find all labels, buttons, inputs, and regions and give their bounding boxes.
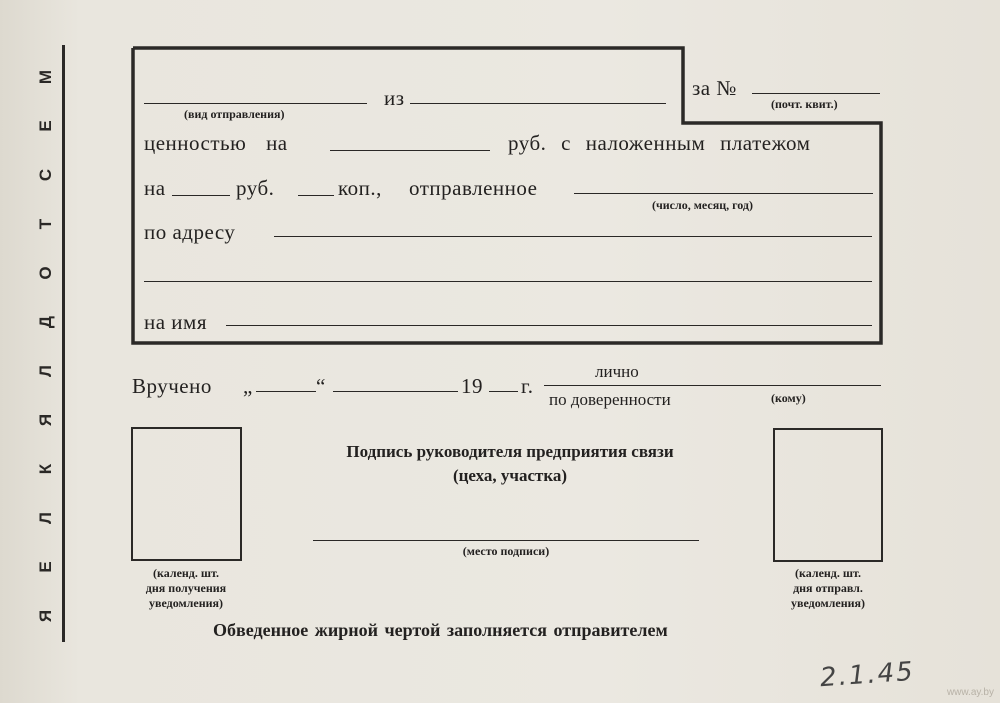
value-label: ценностью на [144, 131, 288, 155]
whom-caption: (кому) [771, 391, 806, 405]
stamp-caption-line: (календ. шт. [153, 566, 219, 580]
stamp-caption-line: уведомления) [148, 596, 224, 610]
receipt-caption: (почт. квит.) [771, 97, 838, 111]
handwritten-note: 2.1.45 [819, 656, 916, 694]
receipt-number-field[interactable] [752, 93, 880, 94]
delivered-label: Вручено [132, 374, 212, 398]
stamp-caption-line: уведомления) [790, 596, 866, 610]
from-field[interactable] [410, 103, 666, 104]
glue-letter: Л [36, 512, 55, 524]
sent-date-field[interactable] [574, 193, 873, 194]
quote-close: “ [316, 374, 326, 398]
year-suffix: г. [521, 374, 534, 398]
amount-label: на [144, 176, 166, 200]
quote-open: „ [243, 374, 253, 398]
delivered-to-field[interactable] [544, 385, 881, 386]
glue-letter: М [36, 69, 55, 85]
glue-letter: К [36, 463, 55, 475]
receipt-number-label: за № [692, 76, 737, 100]
glue-letter: Т [36, 218, 55, 230]
recipient-label: на имя [144, 310, 207, 334]
stamp-caption-line: дня отправл. [793, 581, 863, 595]
address-field-2[interactable] [144, 281, 872, 282]
kop-field[interactable] [298, 195, 334, 196]
rub-field[interactable] [172, 195, 230, 196]
glue-letter: Л [36, 365, 55, 377]
receipt-stamp-caption [116, 566, 256, 611]
from-label: из [384, 86, 405, 110]
glue-letter: Е [36, 561, 55, 573]
glue-letter: С [36, 168, 55, 182]
stamp-caption-line: дня получения [145, 581, 227, 595]
watermark: www.ay.by [946, 687, 994, 698]
sent-label: отправленное [409, 176, 538, 200]
year-prefix: 19 [461, 374, 483, 398]
dispatch-stamp-caption [758, 566, 898, 611]
glue-letter: Я [36, 609, 55, 623]
glue-letter: Д [36, 315, 55, 329]
stamp-caption-line: (календ. шт. [795, 566, 861, 580]
dispatch-stamp-box [773, 428, 883, 562]
shipment-kind-caption: (вид отправления) [184, 107, 285, 121]
receipt-stamp-box [131, 427, 242, 561]
signature-title: Подпись руководителя предприятия связи [346, 442, 674, 461]
value-field[interactable] [330, 150, 490, 151]
sender-fill-note: Обведенное жирной чертой заполняется отправителем [213, 620, 668, 640]
by-proxy-option: по доверенности [549, 390, 671, 409]
shipment-kind-field[interactable] [144, 103, 367, 104]
signature-field[interactable] [313, 540, 699, 541]
glue-letter: Е [36, 120, 55, 132]
address-field[interactable] [274, 236, 872, 237]
cod-label: руб. с наложенным платежом [508, 131, 811, 155]
month-field[interactable] [333, 391, 458, 392]
recipient-field[interactable] [226, 325, 872, 326]
year-field[interactable] [489, 391, 518, 392]
signature-caption: (место подписи) [462, 544, 550, 558]
day-field[interactable] [256, 391, 316, 392]
signature-subtitle: (цеха, участка) [452, 466, 568, 485]
rub-label: руб. [236, 176, 275, 200]
date-caption: (число, месяц, год) [652, 198, 753, 212]
glue-letter: О [36, 266, 55, 280]
address-label: по адресу [144, 220, 236, 244]
personally-option: лично [595, 362, 639, 381]
glue-letter: Я [36, 413, 55, 427]
kop-label: коп., [338, 176, 382, 200]
